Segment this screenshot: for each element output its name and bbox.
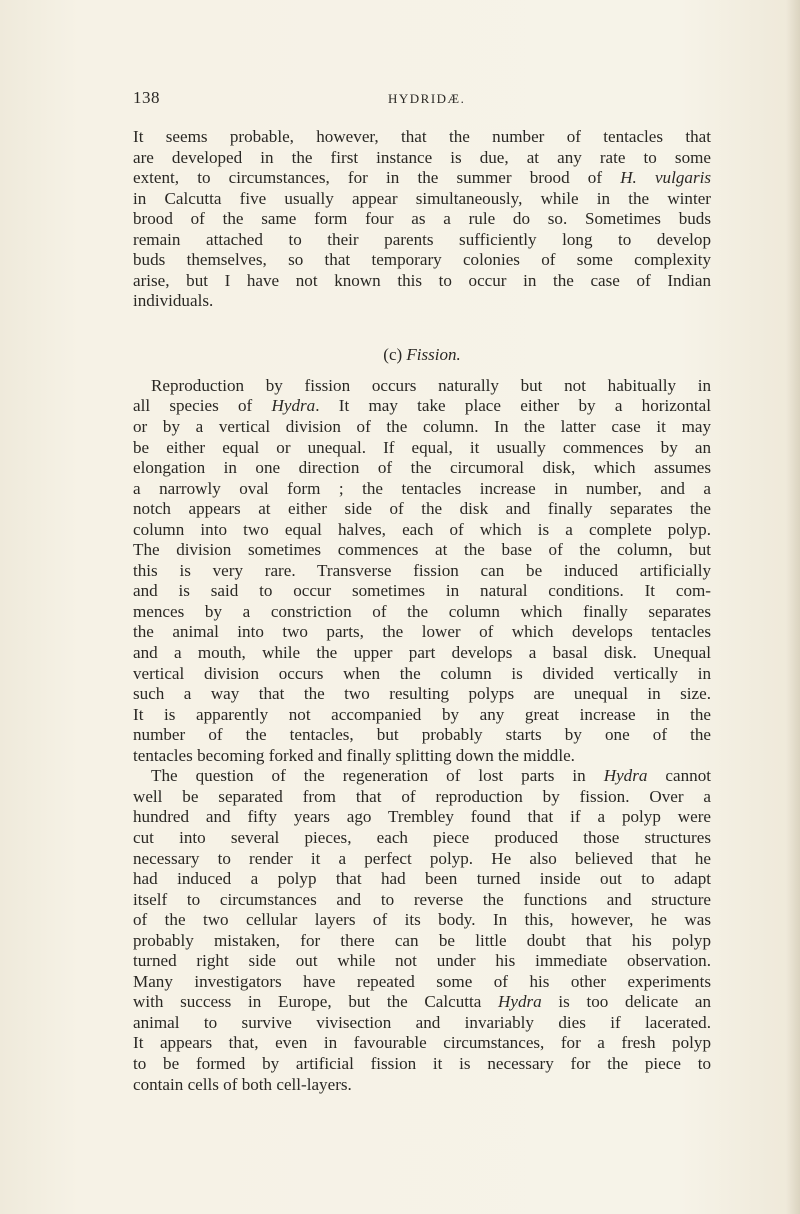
section-number: (c) [383, 344, 403, 364]
text-line: are developed in the first instance is due, at any rate to some [133, 147, 711, 167]
text-line: arise, but I have not known this to occur in the case of Indian [133, 270, 711, 290]
text-line: probably mistaken, for there can be little doubt that his polyp [133, 930, 711, 950]
text-line: Many investigators have repeated some of his other experiments [133, 971, 711, 991]
text-line: remain attached to their parents sufficiently long to develop [133, 229, 711, 249]
text-line: individuals. [133, 291, 214, 311]
text-line: brood of the same form four as a rule do so. Sometimes buds [133, 209, 711, 229]
paragraph-3 [133, 766, 711, 1095]
page-edge-shadow [786, 0, 800, 1214]
text-line: elongation in one direction of the circumoral disk, which assumes [133, 458, 711, 478]
text-line: notch appears at either side of the disk and finally separates the [133, 499, 711, 519]
text-line: The question of the regeneration of lost parts in Hydra cannot [151, 766, 711, 786]
page-number: 138 [133, 88, 160, 107]
paragraph-1 [133, 127, 711, 312]
text-line: turned right side out while not under his immediate observation. [133, 951, 711, 971]
text-line: hundred and fifty years ago Trembley found that if a polyp were [133, 807, 711, 827]
text-line: had induced a polyp that had been turned inside out to adapt [133, 869, 711, 889]
text-line: mences by a constriction of the column which finally separates [133, 601, 711, 621]
running-head: HYDRIDÆ. [388, 91, 466, 106]
page-header [133, 88, 709, 112]
text-line: necessary to render it a perfect polyp. He also believed that he [133, 848, 711, 868]
text-line: animal to survive vivisection and invariably dies if lacerated. [133, 1012, 711, 1032]
text-line: with success in Europe, but the Calcutta Hydra is too delicate an [133, 992, 711, 1012]
text-line: column into two equal halves, each of which is a complete polyp. [133, 519, 711, 539]
text-line: The division sometimes commences at the base of the column, but [133, 540, 711, 560]
body-text [133, 127, 711, 1095]
text-line: of the two cellular layers of its body. In this, however, he was [133, 910, 711, 930]
text-line: Reproduction by fission occurs naturally but not habitually in [151, 375, 711, 395]
text-line: and a mouth, while the upper part develops a basal disk. Unequal [133, 643, 711, 663]
text-line: contain cells of both cell-layers. [133, 1074, 352, 1094]
text-line: and is said to occur sometimes in natural conditions. It com- [133, 581, 711, 601]
text-line: It seems probable, however, that the number of tentacles that [133, 127, 711, 146]
section-title: Fission. [406, 344, 461, 364]
section-heading [133, 336, 711, 374]
text-line: itself to circumstances and to reverse the functions and structure [133, 889, 711, 909]
text-line: such a way that the two resulting polyps are unequal in size. [133, 684, 711, 704]
text-line: extent, to circumstances, for in the summer brood of H. vulgaris [133, 168, 711, 188]
text-line: number of the tentacles, but probably starts by one of the [133, 725, 711, 745]
text-line: in Calcutta five usually appear simultaneously, while in the winter [133, 188, 711, 208]
text-line: to be formed by artificial fission it is necessary for the piece to [133, 1053, 711, 1073]
text-line: buds themselves, so that temporary colonies of some complexity [133, 250, 711, 270]
text-line: the animal into two parts, the lower of which develops tentacles [133, 622, 711, 642]
text-line: It is apparently not accompanied by any great increase in the [133, 704, 711, 724]
text-line: cut into several pieces, each piece produced those structures [133, 827, 711, 847]
text-line: be either equal or unequal. If equal, it usually commences by an [133, 437, 711, 457]
text-line: a narrowly oval form ; the tentacles increase in number, and a [133, 478, 711, 498]
text-line: vertical division occurs when the column is divided vertically in [133, 663, 711, 683]
text-line: all species of Hydra. It may take place either by a horizontal [133, 396, 711, 416]
text-line: well be separated from that of reproduction by fission. Over a [133, 786, 711, 806]
text-line: tentacles becoming forked and finally splitting down the middle. [133, 745, 575, 765]
text-line: It appears that, even in favourable circumstances, for a fresh polyp [133, 1033, 711, 1053]
paragraph-2 [133, 376, 711, 766]
text-line: this is very rare. Transverse fission can be induced artificially [133, 560, 711, 580]
text-line: or by a vertical division of the column. In the latter case it may [133, 417, 711, 437]
